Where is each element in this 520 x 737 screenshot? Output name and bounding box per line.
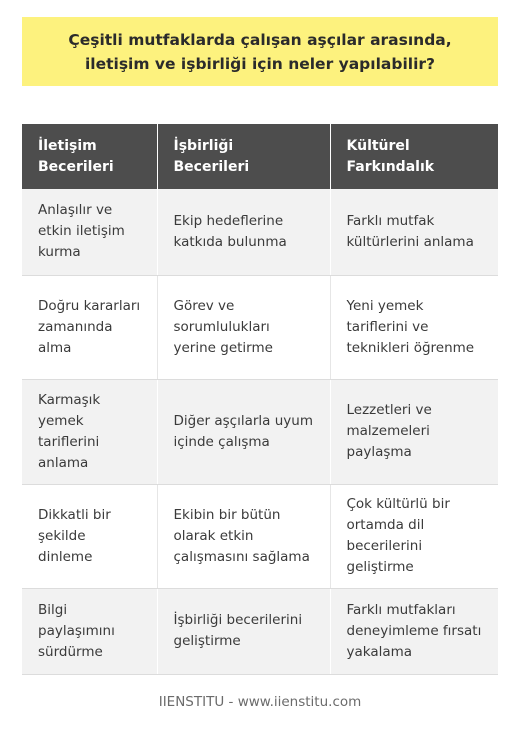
table-cell: Doğru kararları zamanında alma [22,275,157,379]
table-cell: Karmaşık yemek tariflerini anlama [22,379,157,484]
table-cell: Çok kültürlü bir ortamda dil becerilerini geliştirme [330,484,498,588]
column-header-cultural: Kültürel Farkındalık [330,124,498,189]
table-header-row [22,124,498,189]
title-banner [22,17,498,86]
table-cell: Diğer aşçılarla uyum içinde çalışma [157,379,330,484]
table-cell: Ekip hedeflerine katkıda bulunma [157,189,330,275]
page-title: Çeşitli mutfaklarda çalışan aşçılar arasında, iletişim ve işbirliği için neler yapılabilir? [68,30,452,73]
skills-table [22,124,498,675]
table-cell: Dikkatli bir şekilde dinleme [22,484,157,588]
table-row [22,484,498,588]
column-header-collaboration: İşbirliği Becerileri [157,124,330,189]
table-cell: Farklı mutfakları deneyimleme fırsatı yakalama [330,588,498,674]
table-cell: Ekibin bir bütün olarak etkin çalışmasını sağlama [157,484,330,588]
table-cell: Anlaşılır ve etkin iletişim kurma [22,189,157,275]
column-header-communication: İletişim Becerileri [22,124,157,189]
table-cell: Görev ve sorumlulukları yerine getirme [157,275,330,379]
table-row [22,588,498,674]
table-cell: Yeni yemek tariflerini ve teknikleri öğrenme [330,275,498,379]
table-cell: Lezzetleri ve malzemeleri paylaşma [330,379,498,484]
table-cell: İşbirliği becerilerini geliştirme [157,588,330,674]
footer-credit: IIENSTITU - www.iienstitu.com [158,694,362,710]
table-row [22,379,498,484]
table-row [22,189,498,275]
table-cell: Bilgi paylaşımını sürdürme [22,588,157,674]
table-row [22,275,498,379]
table-cell: Farklı mutfak kültürlerini anlama [330,189,498,275]
